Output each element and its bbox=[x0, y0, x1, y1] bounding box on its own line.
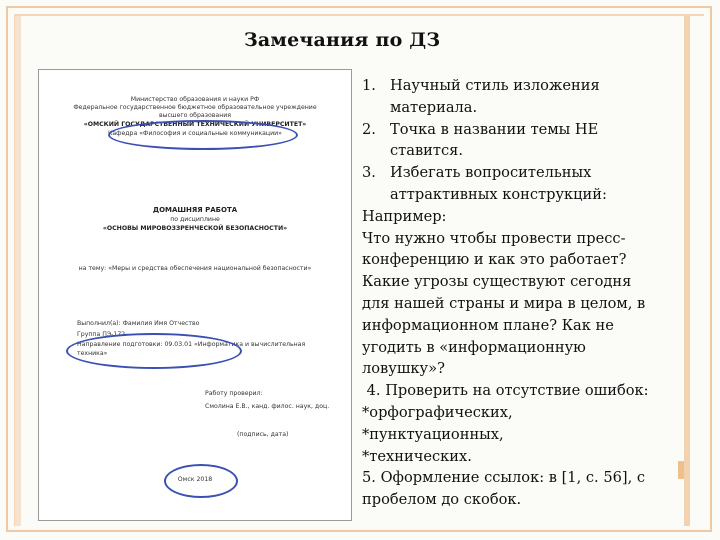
note-line: ловушку»? bbox=[362, 360, 445, 378]
right-decoration-stripe bbox=[684, 16, 690, 526]
note-line: 5. Оформление ссылок: в [1, с. 56], с bbox=[362, 469, 646, 487]
doc-work-type: ДОМАШНЯЯ РАБОТА bbox=[152, 206, 238, 214]
doc-header-line: Федеральное государственное бюджетное образовательное учреждение bbox=[73, 104, 317, 111]
note-line: угодить в «информационную bbox=[362, 338, 586, 356]
note-line: пробелом до скобок. bbox=[362, 491, 522, 509]
note-line: Какие угрозы существуют сегодня bbox=[362, 273, 632, 291]
list-item: 1. Научный стиль изложения материала. bbox=[362, 77, 600, 116]
doc-header-line: Министерство образования и науки РФ bbox=[130, 96, 260, 103]
note-line: Например: bbox=[362, 207, 447, 225]
note-line: конференцию и как это работает? bbox=[362, 251, 627, 269]
highlight-oval-direction bbox=[66, 333, 242, 369]
doc-reviewer-line: Работу проверил: bbox=[205, 390, 263, 397]
note-line: Что нужно чтобы провести пресс- bbox=[362, 229, 626, 247]
doc-city-year: Омск 2018 bbox=[177, 476, 213, 483]
note-line: для нашей страны и мира в целом, в bbox=[362, 294, 646, 312]
notes-text-block bbox=[362, 75, 682, 511]
highlight-oval-city-year bbox=[164, 464, 238, 498]
note-line: 4. Проверить на отсутствие ошибок: bbox=[362, 382, 649, 400]
doc-student-line: Выполнил(а): Фамилия Имя Отчество bbox=[77, 320, 200, 327]
doc-reviewer-line: Смолина Е.В., канд. филос. наук, доц. bbox=[205, 403, 330, 410]
doc-header-line: Кафедра «Философия и социальные коммуникации» bbox=[108, 130, 282, 137]
doc-student-line: техника» bbox=[77, 350, 108, 357]
doc-student-line: Направление подготовки: 09.03.01 «Информатика и вычислительная bbox=[77, 341, 306, 348]
note-line: информационном плане? Как не bbox=[362, 316, 614, 334]
doc-reviewer-line: (подпись, дата) bbox=[237, 431, 289, 438]
notes-numbered-list bbox=[362, 75, 682, 206]
doc-discipline: «ОСНОВЫ МИРОВОЗЗРЕНЧЕСКОЙ БЕЗОПАСНОСТИ» bbox=[102, 225, 288, 232]
left-decoration-stripe bbox=[15, 16, 21, 526]
note-line: *технических. bbox=[362, 447, 472, 465]
highlight-oval-department bbox=[108, 120, 298, 150]
doc-student-line: Группа ПЭ-172 bbox=[77, 331, 126, 338]
note-line: *орфографических, bbox=[362, 403, 513, 421]
doc-discipline-label: по дисциплине bbox=[170, 216, 220, 223]
list-item: 3. Избегать вопросительных аттрактивных конструкций: bbox=[362, 164, 607, 203]
doc-header-line: «ОМСКИЙ ГОСУДАРСТВЕННЫЙ ТЕХНИЧЕСКИЙ УНИВЕРСИТЕТ» bbox=[83, 121, 307, 128]
list-item: 2. Точка в названии темы НЕ ставится. bbox=[362, 120, 599, 160]
doc-topic: на тему: «Меры и средства обеспечения национальной безопасности» bbox=[78, 265, 312, 272]
doc-header-line: высшего образования bbox=[158, 112, 232, 119]
note-line: *пунктуационных, bbox=[362, 425, 504, 443]
slide-title: Замечания по ДЗ bbox=[244, 29, 441, 51]
